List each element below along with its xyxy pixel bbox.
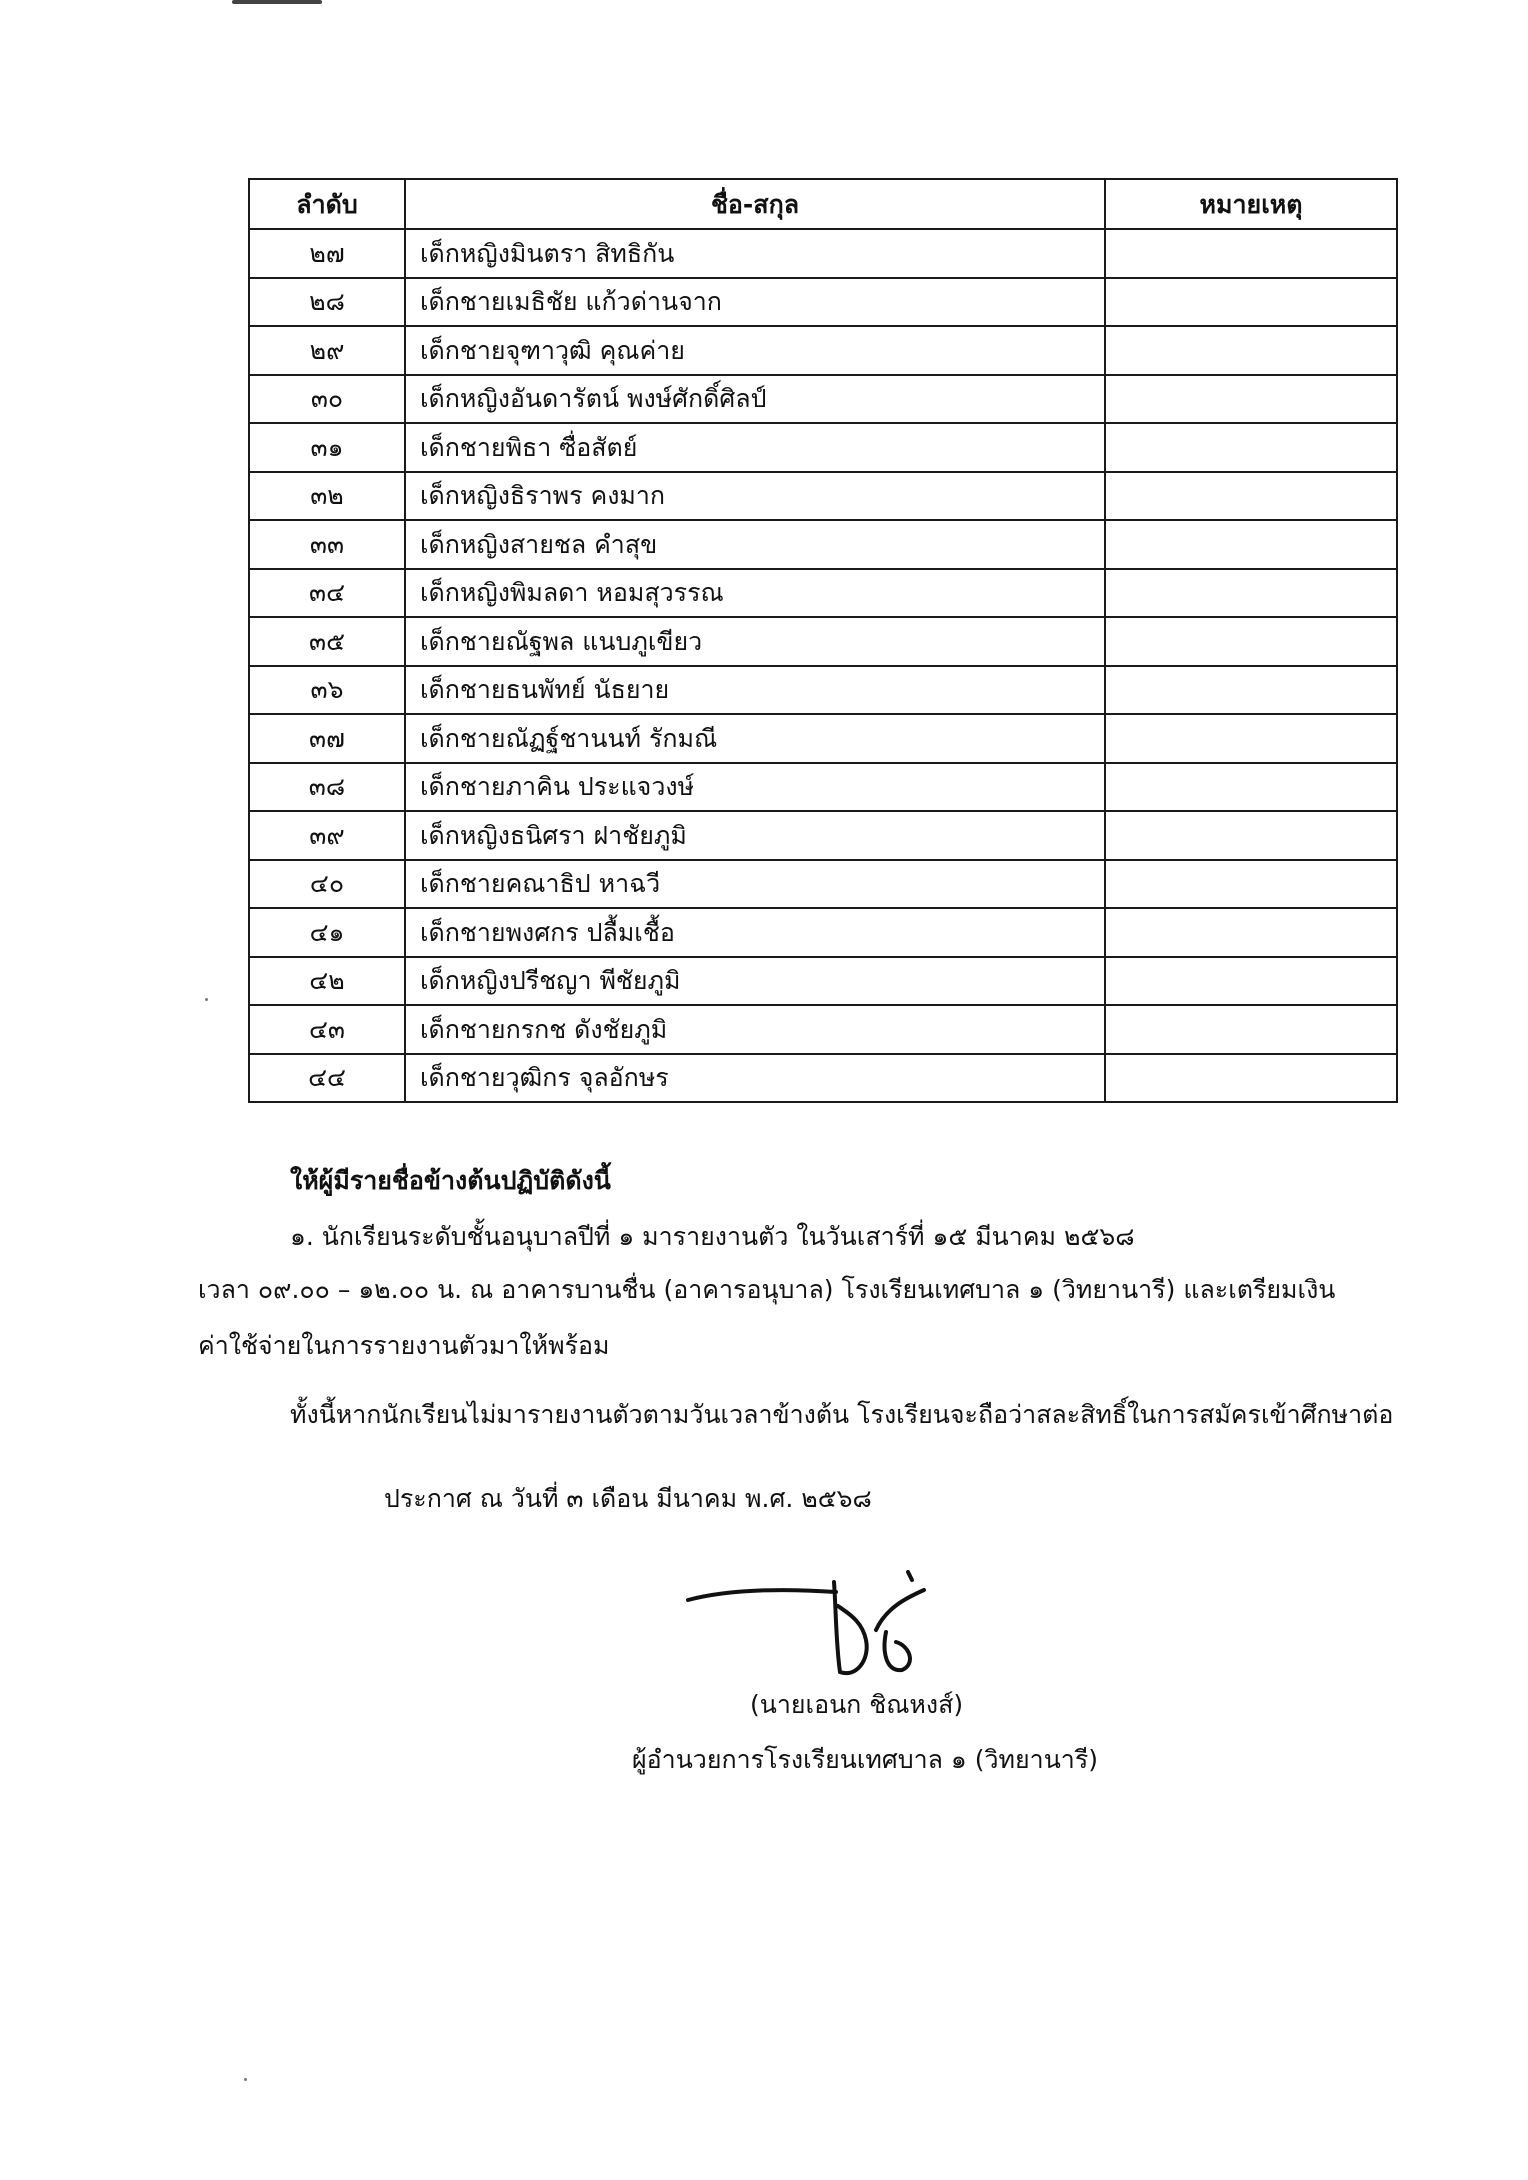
instruction-item-1-line-3: ค่าใช้จ่ายในการรายงานตัวมาให้พร้อม xyxy=(198,1331,610,1360)
row-number: ๔๓ xyxy=(249,1005,405,1054)
row-name: เด็กหญิงสายชล คำสุข xyxy=(405,520,1105,569)
row-number: ๔๒ xyxy=(249,957,405,1006)
row-number: ๓๔ xyxy=(249,569,405,618)
signatory-name: (นายเอนก ชิณหงส์) xyxy=(750,1690,964,1719)
row-name: เด็กชายธนพัทย์ นัธยาย xyxy=(405,666,1105,715)
table-row xyxy=(249,666,1397,715)
table-row xyxy=(249,569,1397,618)
row-name: เด็กหญิงธนิศรา ฝาชัยภูมิ xyxy=(405,811,1105,860)
row-number: ๒๘ xyxy=(249,278,405,327)
row-remark xyxy=(1105,763,1397,812)
table-row xyxy=(249,472,1397,521)
row-number: ๒๗ xyxy=(249,229,405,278)
row-name: เด็กหญิงมินตรา สิทธิกัน xyxy=(405,229,1105,278)
row-remark xyxy=(1105,569,1397,618)
row-remark xyxy=(1105,957,1397,1006)
row-name: เด็กชายณัฏฐ์ชานนท์ รักมณี xyxy=(405,714,1105,763)
row-remark xyxy=(1105,811,1397,860)
table-row xyxy=(249,860,1397,909)
row-name: เด็กชายพิธา ซื่อสัตย์ xyxy=(405,423,1105,472)
scan-mark xyxy=(232,0,322,4)
table-row xyxy=(249,1005,1397,1054)
table-row xyxy=(249,908,1397,957)
table-row xyxy=(249,278,1397,327)
header-order: ลำดับ xyxy=(249,179,405,229)
row-name: เด็กชายภาคิน ประแจวงษ์ xyxy=(405,763,1105,812)
handwritten-signature xyxy=(686,1560,976,1690)
scan-speck xyxy=(205,998,208,1001)
instruction-item-1-line-2: เวลา ๐๙.๐๐ – ๑๒.๐๐ น. ณ อาคารบานชื่น (อาคารอนุบาล) โรงเรียนเทศบาล ๑ (วิทยานารี) และเตรียมเงิน xyxy=(198,1275,1336,1304)
header-remark: หมายเหตุ xyxy=(1105,179,1397,229)
row-remark xyxy=(1105,472,1397,521)
table-row xyxy=(249,1054,1397,1103)
table-row xyxy=(249,229,1397,278)
row-name: เด็กชายณัฐพล แนบภูเขียว xyxy=(405,617,1105,666)
student-roster-table xyxy=(248,178,1398,1103)
row-remark xyxy=(1105,520,1397,569)
row-number: ๓๒ xyxy=(249,472,405,521)
table-row xyxy=(249,423,1397,472)
row-name: เด็กชายวุฒิกร จุลอักษร xyxy=(405,1054,1105,1103)
row-number: ๒๙ xyxy=(249,326,405,375)
row-name: เด็กชายเมธิชัย แก้วด่านจาก xyxy=(405,278,1105,327)
header-name: ชื่อ-สกุล xyxy=(405,179,1105,229)
row-name: เด็กหญิงอันดารัตน์ พงษ์ศักดิ์ศิลป์ xyxy=(405,375,1105,424)
row-number: ๓๑ xyxy=(249,423,405,472)
row-remark xyxy=(1105,423,1397,472)
row-remark xyxy=(1105,375,1397,424)
row-number: ๓๖ xyxy=(249,666,405,715)
row-remark xyxy=(1105,326,1397,375)
announcement-date: ประกาศ ณ วันที่ ๓ เดือน มีนาคม พ.ศ. ๒๕๖๘ xyxy=(384,1484,872,1513)
row-remark xyxy=(1105,860,1397,909)
row-number: ๓๐ xyxy=(249,375,405,424)
signatory-title: ผู้อำนวยการโรงเรียนเทศบาล ๑ (วิทยานารี) xyxy=(632,1745,1099,1774)
row-remark xyxy=(1105,229,1397,278)
row-number: ๓๘ xyxy=(249,763,405,812)
row-remark xyxy=(1105,908,1397,957)
row-name: เด็กหญิงพิมลดา หอมสุวรรณ xyxy=(405,569,1105,618)
row-number: ๓๕ xyxy=(249,617,405,666)
table-row xyxy=(249,520,1397,569)
table-row xyxy=(249,811,1397,860)
table-row xyxy=(249,326,1397,375)
row-number: ๓๗ xyxy=(249,714,405,763)
table-row xyxy=(249,957,1397,1006)
row-name: เด็กชายคณาธิป หาฉวี xyxy=(405,860,1105,909)
row-name: เด็กชายจุฑาวุฒิ คุณค่าย xyxy=(405,326,1105,375)
row-number: ๔๐ xyxy=(249,860,405,909)
table-row xyxy=(249,714,1397,763)
row-name: เด็กหญิงธิราพร คงมาก xyxy=(405,472,1105,521)
table-row xyxy=(249,375,1397,424)
table-row xyxy=(249,617,1397,666)
row-number: ๔๔ xyxy=(249,1054,405,1103)
row-number: ๔๑ xyxy=(249,908,405,957)
instruction-item-1-line-1: ๑. นักเรียนระดับชั้นอนุบาลปีที่ ๑ มารายงานตัว ในวันเสาร์ที่ ๑๕ มีนาคม ๒๕๖๘ xyxy=(290,1222,1135,1251)
row-remark xyxy=(1105,714,1397,763)
scan-speck xyxy=(244,2078,247,2081)
table-row xyxy=(249,763,1397,812)
row-number: ๓๓ xyxy=(249,520,405,569)
row-remark xyxy=(1105,1005,1397,1054)
table-header-row xyxy=(249,179,1397,229)
row-number: ๓๙ xyxy=(249,811,405,860)
row-name: เด็กชายพงศกร ปลื้มเชื้อ xyxy=(405,908,1105,957)
instructions-heading: ให้ผู้มีรายชื่อข้างต้นปฏิบัติดังนี้ xyxy=(290,1166,611,1195)
row-name: เด็กหญิงปรีชญา พีชัยภูมิ xyxy=(405,957,1105,1006)
row-remark xyxy=(1105,1054,1397,1103)
row-remark xyxy=(1105,278,1397,327)
row-remark xyxy=(1105,666,1397,715)
forfeit-note: ทั้งนี้หากนักเรียนไม่มารายงานตัวตามวันเวลาข้างต้น โรงเรียนจะถือว่าสละสิทธิ์ในการสมัครเข้าศึกษาต่อ xyxy=(290,1400,1394,1429)
row-name: เด็กชายกรกช ดังชัยภูมิ xyxy=(405,1005,1105,1054)
row-remark xyxy=(1105,617,1397,666)
